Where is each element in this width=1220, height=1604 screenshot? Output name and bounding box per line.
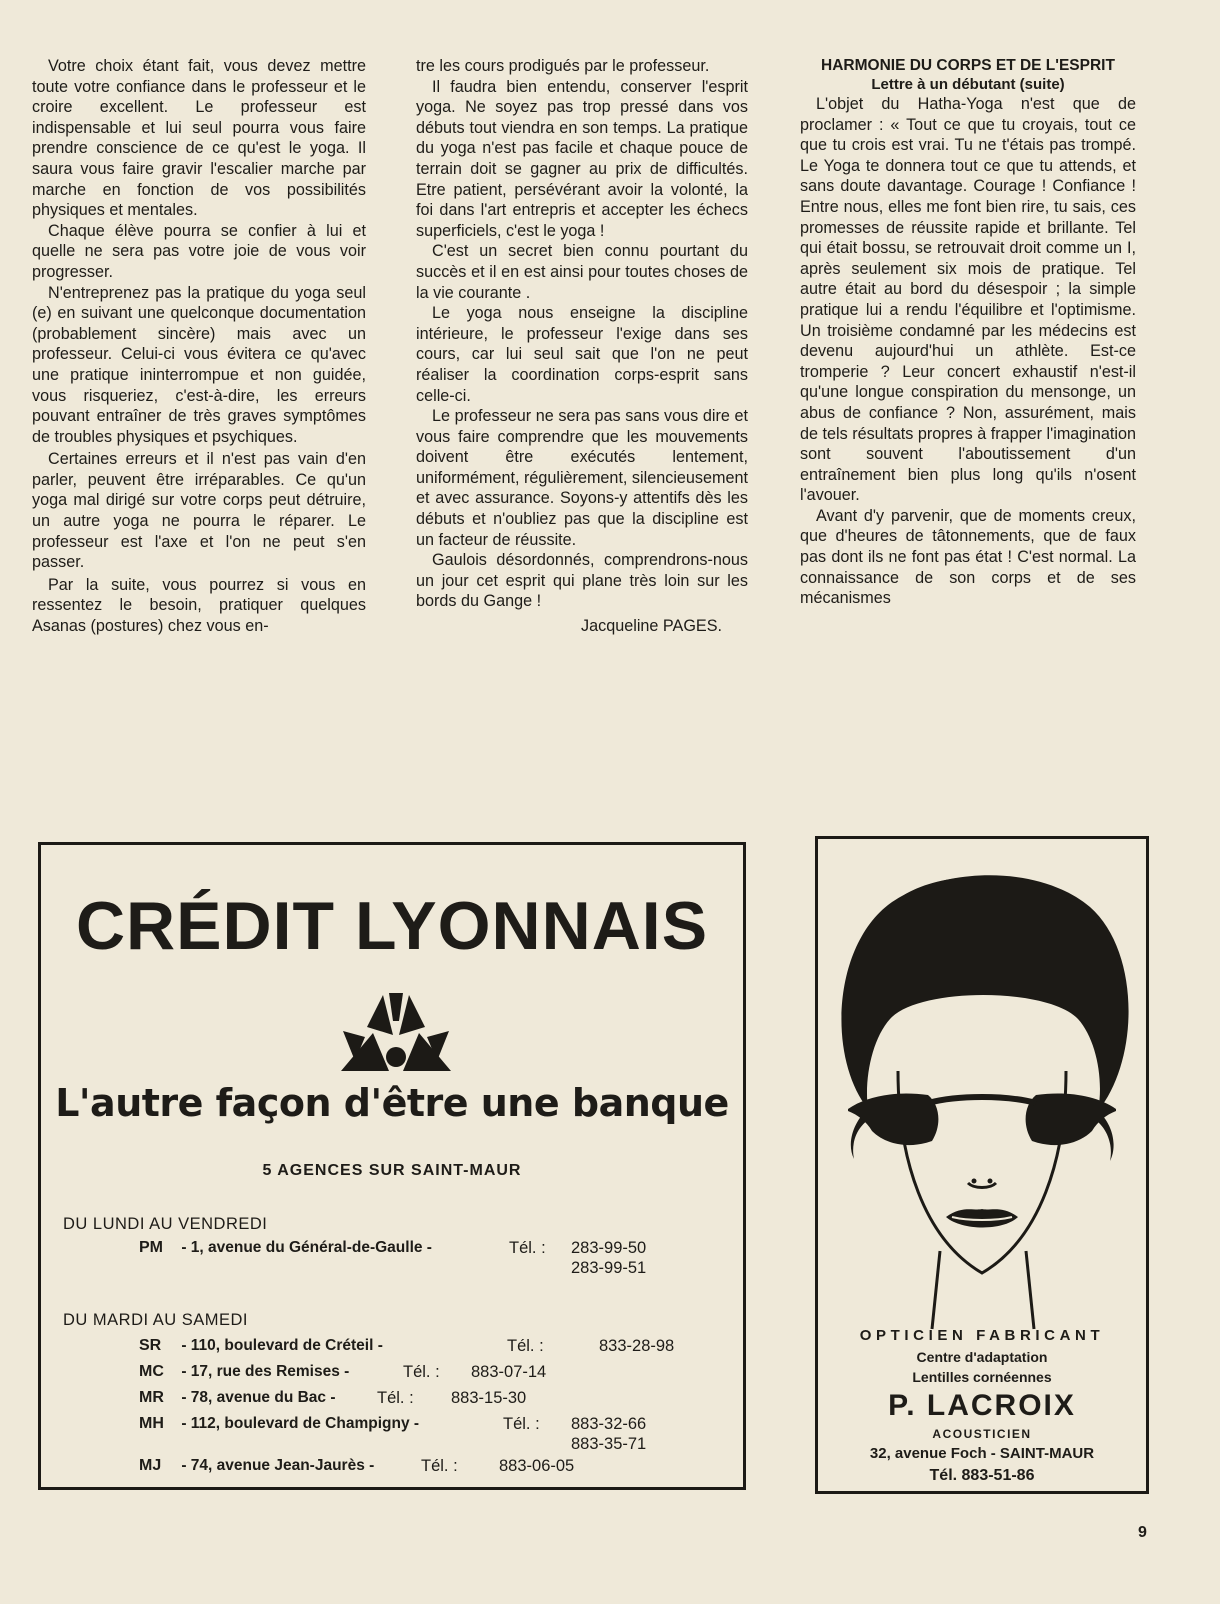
- business-phone: Tél. 883-51-86: [929, 1467, 1035, 1484]
- paragraph: Certaines erreurs et il n'est pas vain d'en parler, peuvent être irréparables. Ce qu'un yoga mal dirigé sur votre corps peut détruire, un autre yoga ne pourra le réparer. Le professeur est l'axe et l'on ne peut s'en passer.: [32, 450, 366, 572]
- tel-number: 833-28-98: [599, 1337, 675, 1355]
- article-column-2: [416, 56, 748, 637]
- branch-code: SR: [139, 1337, 162, 1354]
- paragraph: Votre choix étant fait, vous devez mettre toute votre confiance dans le professeur et le croire excellent. Le professeur est indispensable et lui seul pourra vous faire prendre conscience de ce qu'est le yoga. Il saura vous faire gravir l'escalier marche par marche en fonction de vos possibilités physiques et mentales.: [32, 57, 366, 220]
- paragraph: C'est un secret bien connu pourtant du succès et il en est ainsi pour toutes choses de la vie courante .: [416, 242, 748, 302]
- ad-slogan: L'autre façon d'être une banque: [55, 1081, 729, 1125]
- branch-address: - 74, avenue Jean-Jaurès -: [181, 1457, 375, 1474]
- tel-label: Tél. :: [421, 1457, 458, 1475]
- branch-row: [139, 1337, 383, 1355]
- paragraph: Chaque élève pourra se confier à lui et quelle ne sera pas votre joie de vous voir progresser.: [32, 221, 366, 281]
- article-column-3: [800, 56, 1136, 609]
- saturday-hours-label: DU MARDI AU SAMEDI: [63, 1311, 249, 1329]
- branch-row: [139, 1239, 432, 1257]
- paragraph: Le professeur ne sera pas sans vous dire et vous faire comprendre que les mouvements doivent être exécutés lentement, uniformément, régulièrement, silencieusement et avec assurance. Soyons-y attentifs dès les débuts et n'oubliez pas que la discipline est un facteur de réussite.: [416, 407, 749, 549]
- tel-number: 883-35-71: [571, 1435, 647, 1453]
- tel-label: Tél. :: [507, 1337, 544, 1355]
- paragraph: N'entreprenez pas la pratique du yoga seul (e) en suivant une quelconque documentation (probablement sincère) mais avec un professeur. Celui-ci vous évitera ce qu'avec une pratique ininterrompue et non guidée, vous risqueriez, c'est-à-dire, les erreurs pouvant entraîner de très graves symptômes de troubles physiques et psychiques.: [32, 283, 366, 446]
- tel-label: Tél. :: [509, 1239, 546, 1257]
- branch-row: [139, 1415, 419, 1433]
- agencies-heading: 5 AGENCES SUR SAINT-MAUR: [262, 1162, 522, 1179]
- branch-code: MH: [139, 1415, 164, 1432]
- tel-number: 883-06-05: [499, 1457, 575, 1475]
- tel-number: 883-07-14: [471, 1363, 547, 1381]
- section-title: HARMONIE DU CORPS ET DE L'ESPRIT: [821, 57, 1115, 74]
- branch-address: - 17, rue des Remises -: [181, 1363, 350, 1380]
- tel-label: Tél. :: [503, 1415, 540, 1433]
- paragraph: Le yoga nous enseigne la discipline intérieure, le professeur l'exige dans ses cours, car lui seul sait que l'on ne peut réaliser la coordination corps-esprit sans celle-ci.: [416, 304, 748, 405]
- branch-code: PM: [139, 1239, 163, 1256]
- credit-lyonnais-ad: [38, 842, 746, 1490]
- paragraph: Il faudra bien entendu, conserver l'esprit yoga. Ne soyez pas trop pressé dans vos débuts tout viendra en son temps. La pratique du yoga n'est pas facile et chaque pouce de terrain doit se gagner au prix de difficultés. Etre patient, persévérant avoir la volonté, la foi dans l'art entrepris et accepter les échecs superficiels, c'est le yoga !: [416, 77, 748, 240]
- business-address: 32, avenue Foch - SAINT-MAUR: [869, 1445, 1095, 1462]
- lacroix-optician-ad: [815, 836, 1149, 1494]
- branch-row: [139, 1363, 349, 1381]
- tel-number: 283-99-51: [571, 1259, 647, 1277]
- ad-title: CRÉDIT LYONNAIS: [75, 888, 709, 964]
- woman-with-sunglasses-illustration: [828, 859, 1136, 1339]
- branch-code: MR: [139, 1389, 164, 1406]
- branch-address: - 112, boulevard de Champigny -: [181, 1415, 420, 1432]
- paragraph: tre les cours prodigués par le professeur.: [416, 57, 710, 75]
- ad-line-acoustician: ACOUSTICIEN: [932, 1427, 1032, 1441]
- business-name: P. LACROIX: [888, 1389, 1076, 1422]
- author-signature: Jacqueline PAGES.: [581, 617, 722, 636]
- bank-logo-icon: [337, 991, 455, 1073]
- branch-row: [139, 1389, 336, 1407]
- ad-line-adaptation: Centre d'adaptation: [916, 1349, 1048, 1365]
- tel-label: Tél. :: [377, 1389, 414, 1407]
- paragraph: Gaulois désordonnés, comprendrons-nous un jour cet esprit qui plane très loin sur les bords du Gange !: [416, 551, 748, 611]
- branch-code: MC: [139, 1363, 164, 1380]
- branch-code: MJ: [139, 1457, 162, 1474]
- branch-address: - 110, boulevard de Créteil -: [181, 1337, 383, 1354]
- tel-label: Tél. :: [403, 1363, 440, 1381]
- branch-address: - 78, avenue du Bac -: [181, 1389, 336, 1406]
- section-subtitle: Lettre à un débutant (suite): [871, 76, 1065, 93]
- paragraph: L'objet du Hatha-Yoga n'est que de proclamer : « Tout ce que tu croyais, tout ce que tu crois est vrai. Tu ne t'étais pas trompé. Le Yoga te donnera tout ce que tu attends, et sans doute davantage. Courage ! Confiance ! Entre nous, elles me font bien rire, tu sais, ces promesses de réussite rapide et brillante. Tel qui était bossu, se retrouvait droit comme un I, après seulement six mois de pratique. Tel autre était au bord du désespoir ; la simple pratique lui a rendu l'équilibre et l'optimisme. Un troisième condamné par les médecins est devenu aujourd'hui un athlète. Est-ce tromperie ? Leur concert exhaustif n'est-il qu'une longue conspiration du mensonge, un abus de confiance ? Non, assurément, mais de tels résultats propres à frapper l'imagination sont souvent l'aboutissement d'un entraînement bien plus long qu'ils n'osent l'avouer.: [800, 95, 1137, 505]
- page-number: 9: [1138, 1524, 1147, 1541]
- paragraph: Par la suite, vous pourrez si vous en ressentez le besoin, pratiquer quelques Asanas (postures) chez vous en-: [32, 575, 366, 636]
- ad-line-optician: OPTICIEN FABRICANT: [859, 1327, 1105, 1344]
- weekday-hours-label: DU LUNDI AU VENDREDI: [63, 1215, 268, 1233]
- branch-row: [139, 1457, 374, 1475]
- branch-address: - 1, avenue du Général-de-Gaulle -: [181, 1239, 432, 1256]
- tel-number: 283-99-50: [571, 1239, 647, 1257]
- tel-number: 883-32-66: [571, 1415, 647, 1433]
- tel-number: 883-15-30: [451, 1389, 527, 1407]
- paragraph: Avant d'y parvenir, que de moments creux, que d'heures de tâtonnements, que de faux pas dont ils ne font pas état ! C'est normal. La connaissance de son corps et de ses mécanismes: [800, 506, 1136, 608]
- article-column-1: [32, 56, 366, 637]
- ad-line-lenses: Lentilles cornéennes: [912, 1369, 1052, 1385]
